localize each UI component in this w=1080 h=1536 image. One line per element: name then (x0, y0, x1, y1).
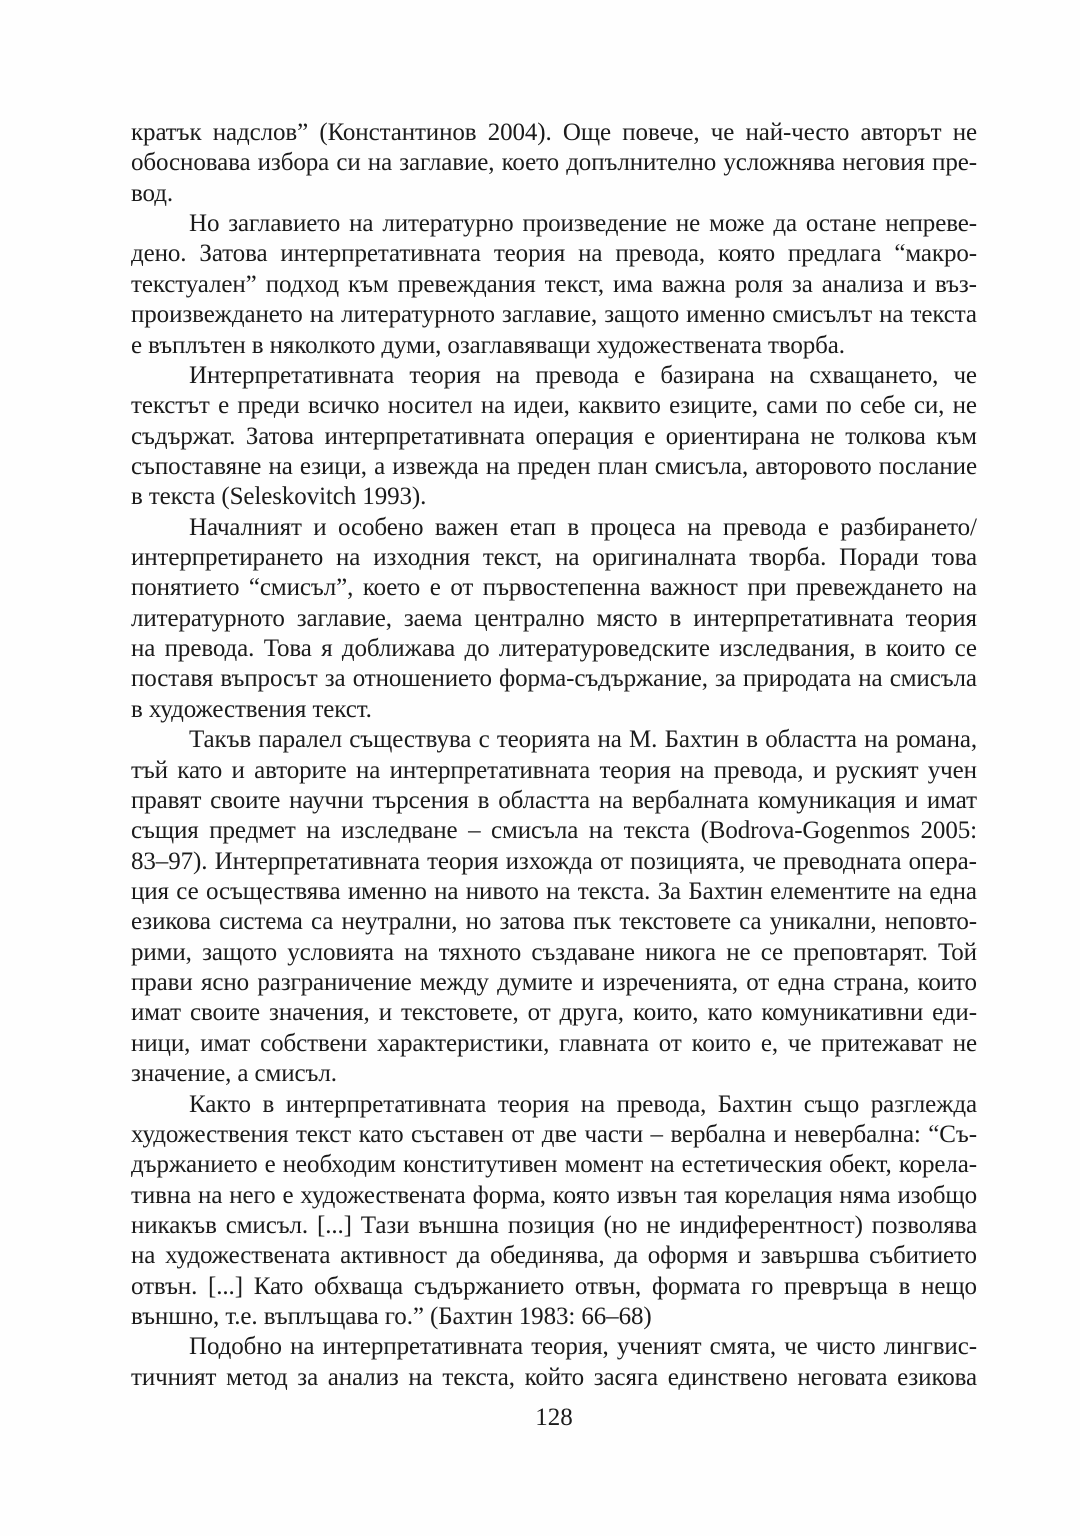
text-line: тивна на него е художествената форма, която извън тая корелация няма изобщо (131, 1181, 977, 1209)
text-line: Както в интерпретативната теория на превода, Бахтин също разглежда (189, 1090, 977, 1118)
text-line: текстуален” подход към превеждания текст, има важна роля за анализа и въз- (131, 270, 977, 298)
text-line: дено. Затова интерпретативната теория на превода, която предлага “макро- (131, 240, 977, 268)
text-line: на художествената активност да обединява, да оформя и завършва събитието (131, 1242, 977, 1270)
text-line: художествения текст като съставен от две части – вербална и невербална: “Съ- (131, 1120, 977, 1148)
text-line: езикова система са неутрални, но затова пък текстовете са уникални, неповто- (131, 908, 977, 936)
text-line: съдържат. Затова интерпретативната операция е ориентирана не толкова към (131, 422, 977, 450)
text-line: е въплътен в няколкото думи, озаглавяващи художествената творба. (131, 331, 845, 359)
text-line: Началният и особено важен етап в процеса на превода е разбирането/ (189, 513, 977, 541)
text-line: Интерпретативната теория на превода е базирана на схващането, че (189, 361, 977, 389)
text-line: тъй като и авторите на интерпретативната теория на превода, и руският учен (131, 756, 977, 784)
text-line: литературното заглавие, заема централно място в интерпретативната теория (131, 604, 977, 632)
text-line: Такъв паралел съществува с теорията на М. Бахтин в областта на романа, (189, 726, 977, 754)
text-line: тичният метод за анализ на текста, който засяга единствено неговата езикова (131, 1363, 977, 1391)
text-line: произвеждането на литературното заглавие, защото именно смисълът на текста (131, 301, 977, 329)
text-line: никакъв смисъл. [...] Тази външна позиция (но не индиферентност) позволява (131, 1211, 977, 1239)
text-line: в текста (Seleskovitch 1993). (131, 483, 427, 511)
text-line: съпоставяне на езици, а извежда на преден план смисъла, авторовото послание (131, 452, 977, 480)
text-line: на превода. Това я доближава до литературоведските изследвания, в които се (131, 635, 977, 663)
text-line: обосновава избора си на заглавие, което допълнително усложнява неговия пре- (131, 149, 977, 177)
text-line: вод. (131, 179, 173, 207)
text-line: понятието “смисъл”, което е от първостепенна важност при превеждането на (131, 574, 977, 602)
text-line: в художествения текст. (131, 695, 372, 723)
text-line: Но заглавието на литературно произведение не може да остане непреве- (189, 210, 977, 238)
text-line: значение, а смисъл. (131, 1060, 337, 1088)
text-line: отвън. [...] Като обхваща съдържанието отвън, формата го превръща в нещо (131, 1272, 977, 1300)
text-line: поставя въпросът за отношението форма-съдържание, за природата на смисъла (131, 665, 977, 693)
text-line: 83–97). Интерпретативната теория изхожда от позицията, че преводната опера- (131, 847, 977, 875)
text-line: правят своите научни търсения в областта на вербалната комуникация и имат (131, 786, 977, 814)
text-line: текстът е преди всичко носител на идеи, каквито езиците, сами по себе си, не (131, 392, 977, 420)
text-line: кратък надслов” (Константинов 2004). Още повече, че най-често авторът не (131, 119, 977, 146)
text-line: имат своите значения, и текстовете, от друга, които, като комуникативни еди- (131, 999, 977, 1027)
text-body (131, 118, 977, 1393)
text-line: рими, защото условията на тяхното създаване никога не се преповтарят. Той (131, 938, 977, 966)
page-number: 128 (535, 1404, 573, 1431)
text-line: външно, т.е. въплъщава го.” (Бахтин 1983: 66–68) (131, 1303, 652, 1331)
text-line: прави ясно разграничение между думите и изреченията, от една страна, които (131, 969, 977, 997)
text-line: държанието е необходим конститутивен момент на естетическия обект, корела- (131, 1151, 977, 1179)
text-line: интерпретирането на изходния текст, на оригиналната творба. Поради това (131, 544, 977, 572)
text-line: Подобно на интерпретативната теория, ученият смята, че чисто лингвис- (189, 1333, 977, 1361)
text-line: същия предмет на изследване – смисъла на текста (Bodrova-Gogenmos 2005: (131, 817, 977, 845)
text-line: ция се осъществява именно на нивото на текста. За Бахтин елементите на една (131, 877, 977, 905)
text-line: ници, имат собствени характеристики, главната от които е, че притежават не (131, 1029, 977, 1057)
